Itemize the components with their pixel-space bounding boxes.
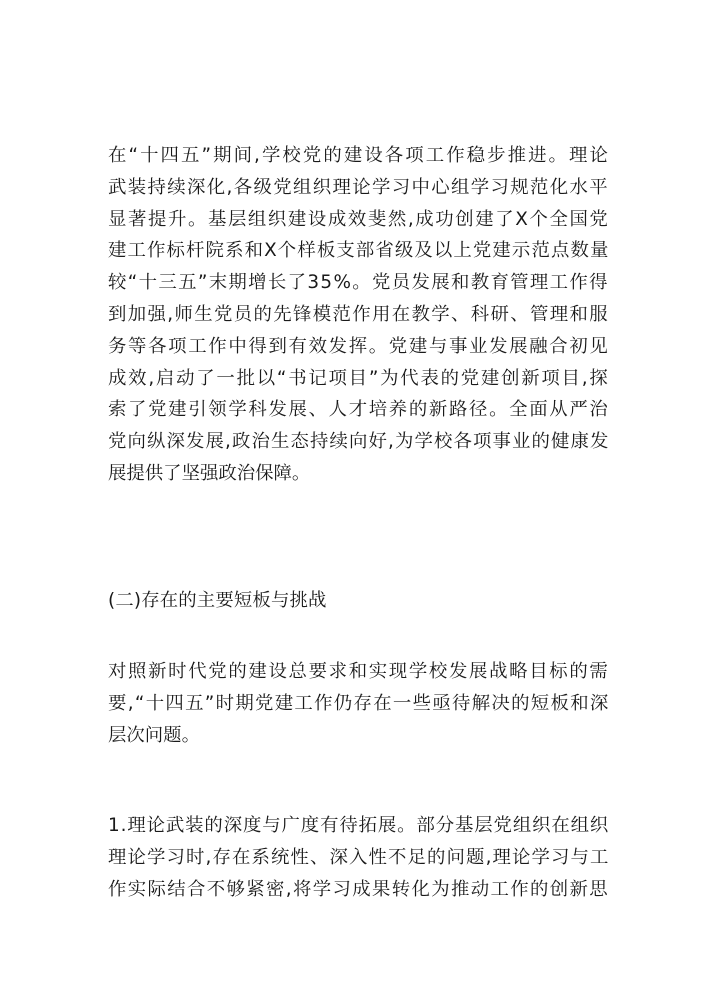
text-line: 对照新时代党的建设总要求和实现学校发展战略目标的需	[108, 661, 610, 682]
paragraph-challenges-intro	[108, 656, 608, 751]
text-line: 建工作标杆院系和X个样板支部省级及以上党建示范点数量	[108, 240, 610, 262]
text-line: 武装持续深化,各级党组织理论学习中心组学习规范化水平	[108, 176, 609, 198]
text-line: 在“十四五”期间,学校党的建设各项工作稳步推进。理论	[108, 145, 610, 166]
text-line: 作实际结合不够紧密,将学习成果转化为推动工作的创新思	[108, 878, 609, 900]
text-line: 展提供了坚强政治保障。	[108, 462, 311, 484]
text-line: 显著提升。基层组织建设成效斐然,成功创建了X个全国党	[108, 208, 610, 230]
text-line: 索了党建引领学科发展、人才培养的新路径。全面从严治	[108, 399, 610, 421]
text-line: 到加强,师生党员的先锋模范作用在教学、科研、管理和服	[108, 303, 609, 325]
text-line: 层次问题。	[108, 724, 200, 746]
paragraph-item-1	[108, 810, 608, 905]
text-line: 较“十三五”末期增长了35%。党员发展和教育管理工作得	[108, 272, 609, 294]
text-line: 务等各项工作中得到有效发挥。党建与事业发展融合初见	[108, 335, 610, 357]
text-line: 成效,启动了一批以“书记项目”为代表的党建创新项目,探	[108, 367, 610, 389]
section-heading: (二)存在的主要短板与挑战	[108, 590, 327, 611]
text-line: 1.理论武装的深度与广度有待拓展。部分基层党组织在组织	[108, 815, 610, 836]
text-line: 党向纵深发展,政治生态持续向好,为学校各项事业的健康发	[108, 431, 610, 453]
text-line: 要,“十四五”时期党建工作仍存在一些亟待解决的短板和深	[108, 692, 610, 714]
paragraph-achievements	[108, 140, 608, 490]
text-line: 理论学习时,存在系统性、深入性不足的问题,理论学习与工	[108, 846, 610, 868]
